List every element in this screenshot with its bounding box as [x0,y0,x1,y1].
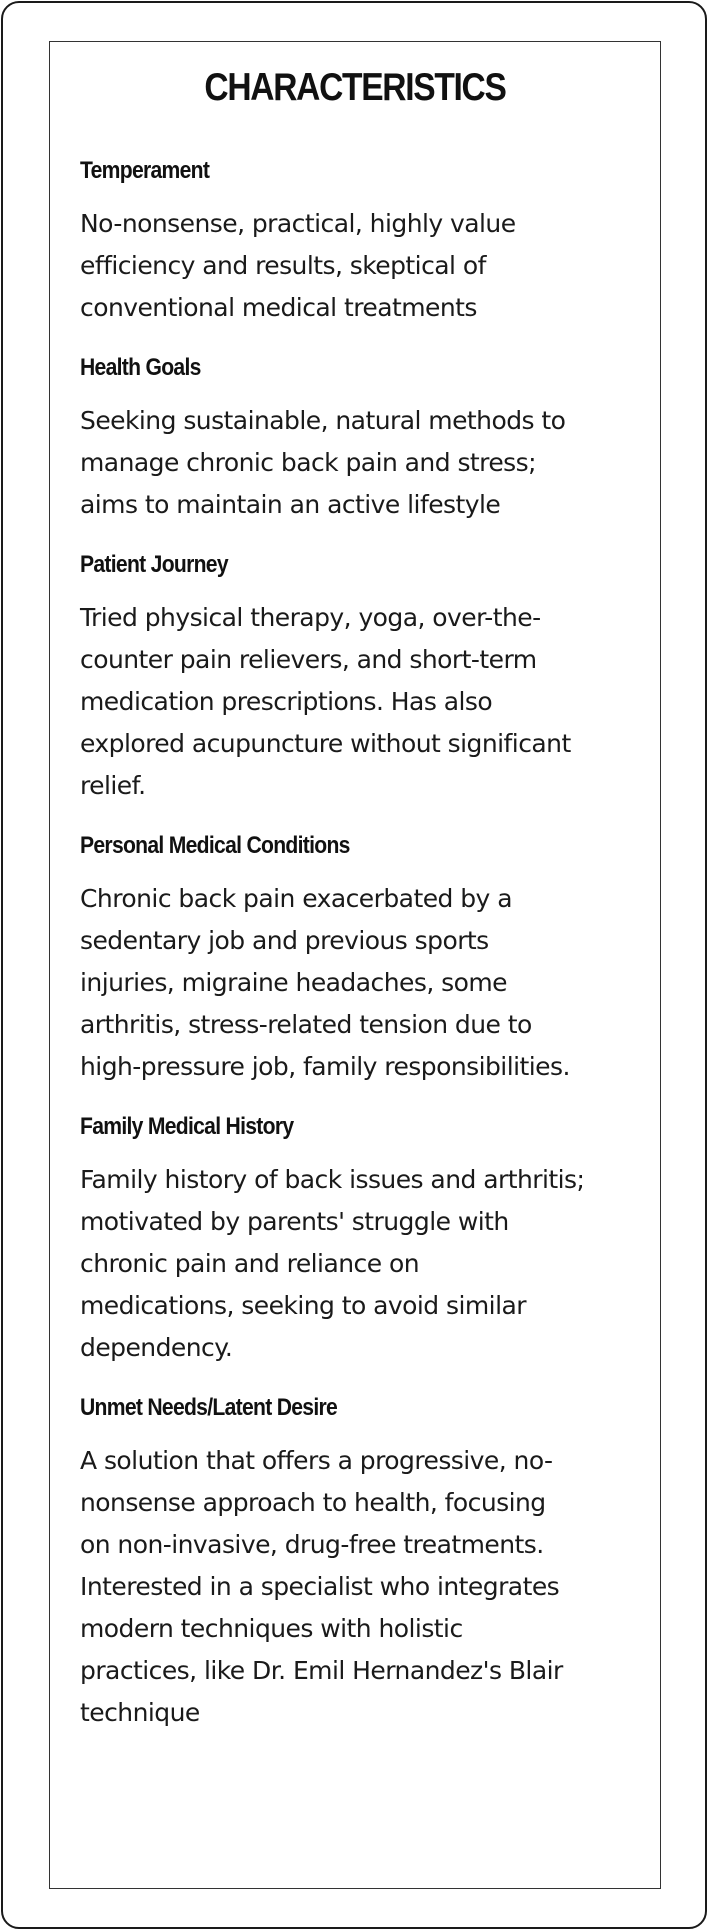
section-patient-journey [80,552,640,807]
section-heading: Health Goals [80,354,201,381]
section-body: Seeking sustainable, natural methods to manage chronic back pain and stress; aims to maintain an active lifestyle [80,406,566,519]
section-body: Chronic back pain exacerbated by a sedentary job and previous sports injuries, migraine headaches, some arthritis, stress-related tension due to high-pressure job, family responsibilities. [80,884,570,1081]
page-title: CHARACTERISTICS [204,66,506,109]
section-heading: Family Medical History [80,1113,294,1140]
section-personal-medical-conditions [80,833,640,1088]
section-heading: Temperament [80,157,210,184]
section-body: A solution that offers a progressive, no- nonsense approach to health, focusing on non-invasive, drug-free treatments. Interested in a specialist who integrates modern techniques with holistic practices, like Dr. Emil Hernandez's Blair technique [80,1446,563,1727]
section-heading: Unmet Needs/Latent Desire [80,1394,338,1421]
section-body: No-nonsense, practical, highly value efficiency and results, skeptical of conventional medical treatments [80,209,516,322]
section-temperament [80,158,640,329]
section-heading: Personal Medical Conditions [80,832,350,859]
characteristics-list [80,158,640,1760]
section-unmet-needs [80,1395,640,1734]
section-body: Family history of back issues and arthritis; motivated by parents' struggle with chronic pain and reliance on medications, seeking to avoid similar dependency. [80,1165,585,1362]
section-heading: Patient Journey [80,551,228,578]
section-body: Tried physical therapy, yoga, over-the- counter pain relievers, and short-term medication prescriptions. Has also explored acupuncture without significant relief. [80,603,571,800]
section-family-medical-history [80,1114,640,1369]
section-health-goals [80,355,640,526]
